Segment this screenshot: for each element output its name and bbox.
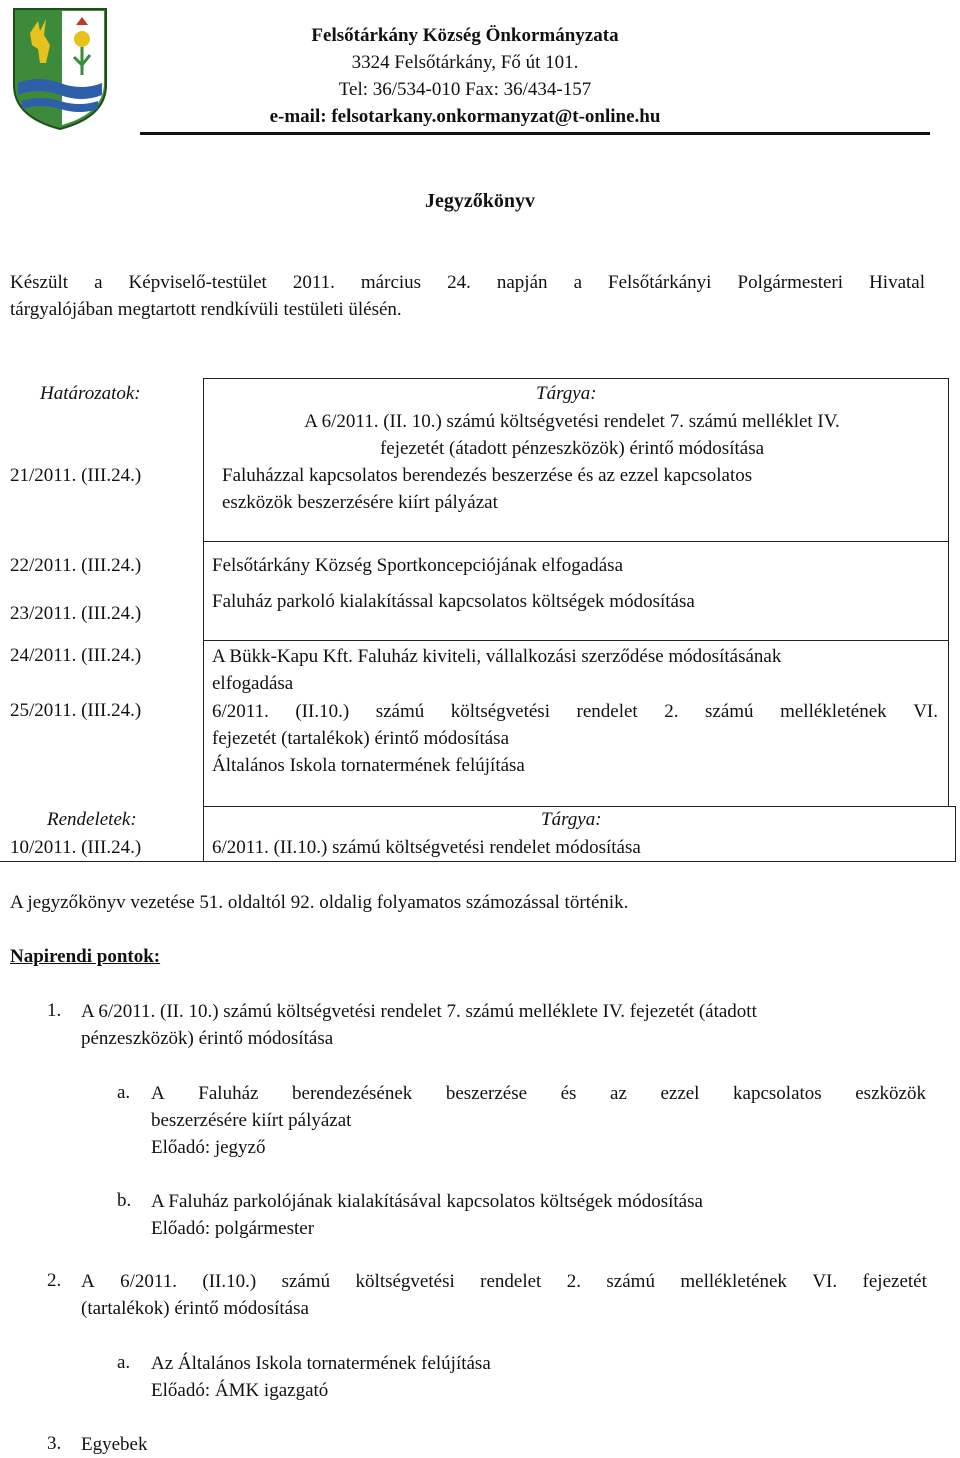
word: Faluház xyxy=(198,1083,259,1104)
subject-line: elfogadása xyxy=(212,673,294,694)
word: (II.10.) xyxy=(202,1271,257,1292)
agenda-item-text: Egyebek xyxy=(81,1434,148,1455)
resolutions-row-divider xyxy=(203,640,949,641)
agenda-subitem-letter: a. xyxy=(117,1082,131,1103)
word: rendelet xyxy=(576,701,638,722)
word: berendezésének xyxy=(292,1083,413,1104)
word: az xyxy=(610,1083,627,1104)
ordinances-right-header: Tárgya: xyxy=(541,809,602,830)
subject-line: A 6/2011. (II. 10.) számú költségvetési rendelet 7. számú melléklet IV. xyxy=(304,411,840,432)
agenda-subitem-line: A Faluház parkolójának kialakításával kapcsolatos költségek módosítása xyxy=(151,1191,703,1212)
agenda-item-number: 1. xyxy=(47,1000,62,1021)
agenda-presenter: Előadó: jegyző xyxy=(151,1137,266,1158)
resolutions-table-right-border xyxy=(948,378,949,806)
word: Polgármesteri xyxy=(737,272,844,293)
organization-email: e-mail: felsotarkany.onkormanyzat@t-online.hu xyxy=(269,106,661,127)
word: mellékletének xyxy=(680,1271,787,1292)
resolutions-row-divider xyxy=(203,541,949,542)
header-divider xyxy=(140,132,930,135)
organization-name: Felsőtárkány Község Önkormányzata xyxy=(311,25,619,46)
word: napján xyxy=(496,272,548,293)
word: számú xyxy=(375,701,425,722)
subject-line: eszközök beszerzésére kiírt pályázat xyxy=(222,492,498,513)
word: A xyxy=(151,1083,165,1104)
word: 2. xyxy=(664,701,679,722)
agenda-subitem-letter: a. xyxy=(117,1352,131,1373)
word: Felsőtárkányi xyxy=(608,272,712,293)
word: számú xyxy=(281,1271,331,1292)
resolution-subject: Felsőtárkány Község Sportkoncepciójának elfogadása xyxy=(212,555,624,576)
subject-line: fejezetét (tartalékok) érintő módosítása xyxy=(212,728,510,749)
subject-line: A Bükk-Kapu Kft. Faluház kiviteli, vállalkozási szerződése módosításának xyxy=(212,646,782,667)
word: számú xyxy=(705,701,754,722)
intro-line-2: tárgyalójában megtartott rendkívüli testületi ülésén. xyxy=(10,299,402,320)
ordinance-number: 10/2011. (III.24.) xyxy=(10,837,142,858)
word: A xyxy=(81,1271,95,1292)
word: fejezetét xyxy=(862,1271,927,1292)
resolution-subject xyxy=(212,643,932,697)
agenda-subitem-line xyxy=(151,1080,926,1107)
ordinances-table-bottom-border xyxy=(0,861,956,862)
word: 6/2011. xyxy=(212,701,269,722)
ordinances-table-left-border xyxy=(203,806,204,862)
resolutions-table-left-border xyxy=(203,378,204,806)
agenda-subitem-text xyxy=(151,1188,926,1242)
agenda-item-line: A 6/2011. (II. 10.) számú költségvetési rendelet 7. számú melléklete IV. fejezetét (átadott xyxy=(81,1001,757,1022)
agenda-item-number: 2. xyxy=(47,1270,62,1291)
agenda-item-text xyxy=(81,998,927,1052)
agenda-item-number: 3. xyxy=(47,1433,62,1454)
resolution-number: 25/2011. (III.24.) xyxy=(10,700,142,721)
agenda-item-line xyxy=(81,1268,927,1295)
ordinances-left-header: Rendeletek: xyxy=(47,809,137,830)
resolution-subject: Faluház parkoló kialakítással kapcsolatos költségek módosítása xyxy=(212,591,695,612)
word: Készült xyxy=(10,272,69,293)
agenda-item-line: pénzeszközök) érintő módosítása xyxy=(81,1028,334,1049)
word: ezzel xyxy=(660,1083,700,1104)
word: költségvetési xyxy=(355,1271,455,1292)
subject-line xyxy=(212,698,938,725)
resolution-subject xyxy=(222,462,922,516)
intro-paragraph xyxy=(10,269,925,323)
word: március xyxy=(360,272,422,293)
word: a xyxy=(573,272,582,293)
resolution-number: 23/2011. (III.24.) xyxy=(10,603,142,624)
word: eszközök xyxy=(855,1083,926,1104)
subject-line: Általános Iskola tornatermének felújítása xyxy=(212,755,525,776)
ordinances-table-right-border xyxy=(955,806,956,862)
document-title: Jegyzőkönyv xyxy=(425,190,535,212)
word: és xyxy=(560,1083,577,1104)
pages-note: A jegyzőkönyv vezetése 51. oldaltól 92. oldalig folyamatos számozással történik. xyxy=(10,892,629,913)
word: Hivatal xyxy=(869,272,925,293)
coat-of-arms-icon xyxy=(10,5,110,133)
agenda-subitem-line: Az Általános Iskola tornatermének felújítása xyxy=(151,1353,491,1374)
agenda-heading: Napirendi pontok: xyxy=(10,946,161,967)
agenda-subitem-letter: b. xyxy=(117,1190,132,1211)
word: a xyxy=(94,272,103,293)
agenda-subitem-text xyxy=(151,1350,926,1404)
word: rendelet xyxy=(480,1271,542,1292)
agenda-subitem-line: beszerzésére kiírt pályázat xyxy=(151,1110,352,1131)
resolution-number: 22/2011. (III.24.) xyxy=(10,555,142,576)
word: 2011. xyxy=(292,272,335,293)
word: 2. xyxy=(566,1271,581,1292)
word: kapcsolatos xyxy=(733,1083,822,1104)
word: mellékletének xyxy=(780,701,887,722)
resolution-number: 24/2011. (III.24.) xyxy=(10,645,142,666)
resolution-subject xyxy=(212,408,932,462)
resolutions-left-header: Határozatok: xyxy=(40,383,141,404)
agenda-item-text xyxy=(81,1268,927,1322)
ordinance-subject: 6/2011. (II.10.) számú költségvetési rendelet módosítása xyxy=(212,837,641,858)
intro-line-1 xyxy=(10,269,925,296)
resolutions-table-top-border xyxy=(203,378,949,379)
agenda-presenter: Előadó: ÁMK igazgató xyxy=(151,1380,329,1401)
resolution-subject xyxy=(212,698,938,779)
resolution-number: 21/2011. (III.24.) xyxy=(10,465,142,486)
word: (II.10.) xyxy=(295,701,350,722)
ordinances-table-top-border xyxy=(203,806,956,807)
organization-address: 3324 Felsőtárkány, Fő út 101. xyxy=(351,52,579,73)
word: 6/2011. xyxy=(120,1271,177,1292)
word: költségvetési xyxy=(450,701,550,722)
organization-phone-fax: Tel: 36/534-010 Fax: 36/434-157 xyxy=(338,79,592,100)
agenda-item-line: (tartalékok) érintő módosítása xyxy=(81,1298,309,1319)
subject-line: Faluházzal kapcsolatos berendezés beszerzése és az ezzel kapcsolatos xyxy=(222,465,753,486)
word: beszerzése xyxy=(445,1083,528,1104)
resolutions-right-header: Tárgya: xyxy=(536,383,597,404)
agenda-subitem-text xyxy=(151,1080,926,1161)
subject-line: fejezetét (átadott pénzeszközök) érintő módosítása xyxy=(379,438,765,459)
word: 24. xyxy=(447,272,471,293)
word: VI. xyxy=(913,701,938,722)
word: számú xyxy=(606,1271,655,1292)
word: VI. xyxy=(812,1271,838,1292)
word: Képviselő-testület xyxy=(128,272,267,293)
agenda-presenter: Előadó: polgármester xyxy=(151,1218,315,1239)
